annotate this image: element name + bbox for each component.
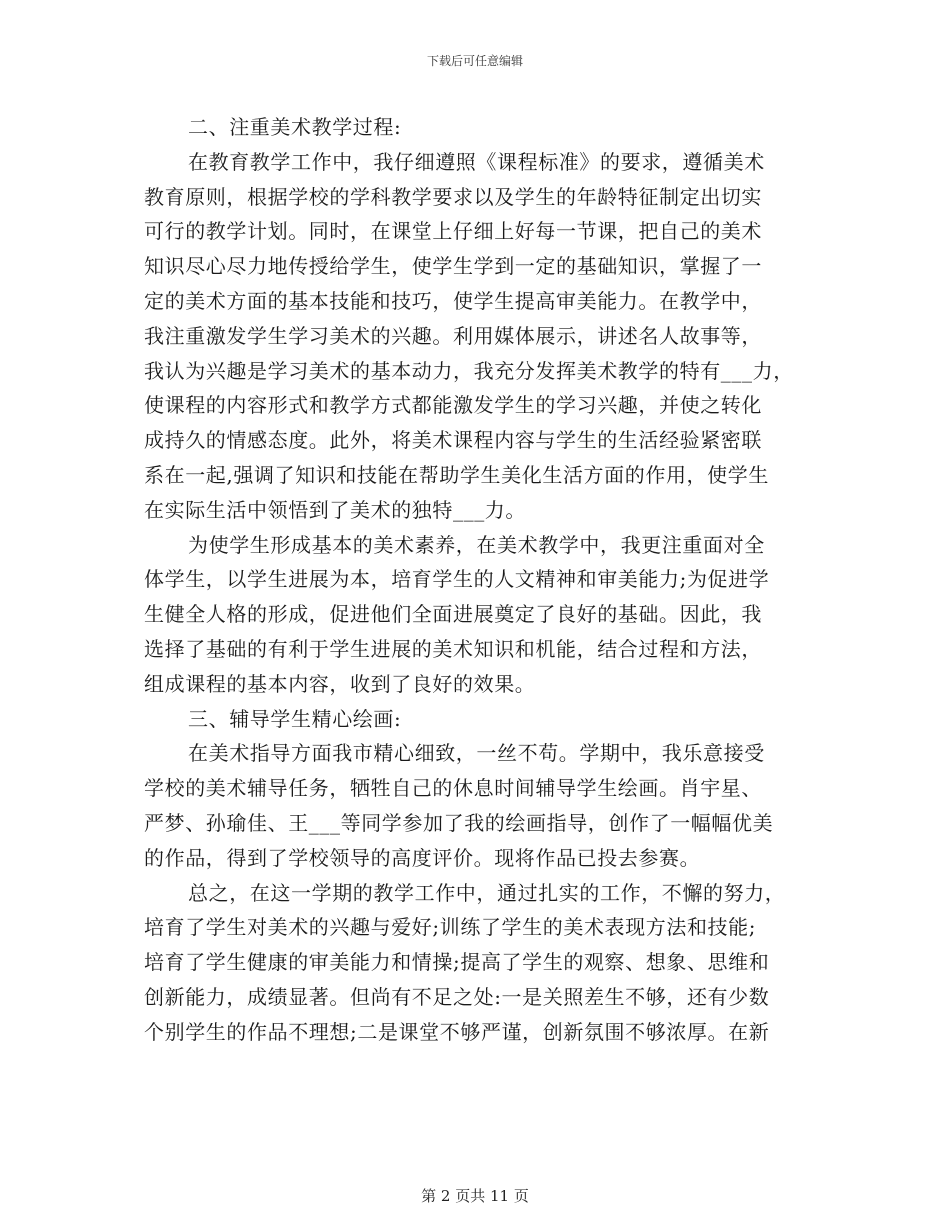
text-line: 我认为兴趣是学习美术的基本动力，我充分发挥美术教学的特有___力， (144, 358, 794, 383)
text-line: 培育了学生对美术的兴趣与爱好;训练了学生的美术表现方法和技能; (144, 915, 757, 940)
text-line: 学校的美术辅导任务，牺牲自己的休息时间辅导学生绘画。肖宇星、 (144, 776, 762, 801)
text-line: 选择了基础的有利于学生进展的美术知识和机能，结合过程和方法， (144, 636, 762, 661)
text-line: 系在一起,强调了知识和技能在帮助学生美化生活方面的作用，使学生 (144, 462, 769, 487)
text-line: 创新能力，成绩显著。但尚有不足之处:一是关照差生不够，还有少数 (144, 984, 770, 1009)
text-line: 使课程的内容形式和教学方式都能激发学生的学习兴趣，并使之转化 (144, 393, 762, 418)
text-line: 在教育教学工作中，我仔细遵照《课程标准》的要求，遵循美术 (188, 149, 765, 174)
text-line: 二、注重美术教学过程: (188, 115, 402, 139)
text-line: 生健全人格的形成，促进他们全面进展奠定了良好的基础。因此，我 (144, 602, 762, 627)
page-header: 下载后可任意编辑 (426, 54, 523, 68)
text-line: 成持久的情感态度。此外，将美术课程内容与学生的生活经验紧密联 (144, 428, 762, 453)
text-line: 三、辅导学生精心绘画: (188, 706, 402, 731)
text-line: 在美术指导方面我市精心细致，一丝不苟。学期中，我乐意接受 (188, 741, 765, 766)
text-line: 总之，在这一学期的教学工作中，通过扎实的工作，不懈的努力， (188, 880, 786, 905)
text-line: 定的美术方面的基本技能和技巧，使学生提高审美能力。在教学中， (144, 288, 762, 313)
text-line: 教育原则，根据学校的学科教学要求以及学生的年龄特征制定出切实 (144, 184, 762, 209)
text-line: 的作品，得到了学校领导的高度评价。现将作品已投去参赛。 (144, 845, 701, 870)
text-line: 体学生，以学生进展为本，培育学生的人文精神和审美能力;为促进学 (144, 567, 770, 592)
text-line: 在实际生活中领悟到了美术的独特___力。 (144, 497, 526, 522)
text-line: 可行的教学计划。同时，在课堂上仔细上好每一节课，把自己的美术 (144, 219, 762, 244)
text-line: 知识尽心尽力地传授给学生，使学生学到一定的基础知识，掌握了一 (144, 254, 762, 279)
text-line: 个别学生的作品不理想;二是课堂不够严谨，创新氛围不够浓厚。在新 (144, 1019, 770, 1044)
text-line: 为使学生形成基本的美术素养，在美术教学中，我更注重面对全 (188, 532, 765, 557)
text-line: 我注重激发学生学习美术的兴趣。利用媒体展示，讲述名人故事等， (144, 323, 762, 348)
page-footer: 第 2 页共 11 页 (421, 1187, 529, 1205)
text-line: 组成课程的基本内容，收到了良好的效果。 (144, 671, 536, 696)
text-line: 严梦、孙瑜佳、王___等同学参加了我的绘画指导，创作了一幅幅优美 (144, 810, 774, 835)
document-body (144, 110, 824, 1050)
text-line: 培育了学生健康的审美能力和情操;提高了学生的观察、想象、思维和 (144, 950, 770, 975)
